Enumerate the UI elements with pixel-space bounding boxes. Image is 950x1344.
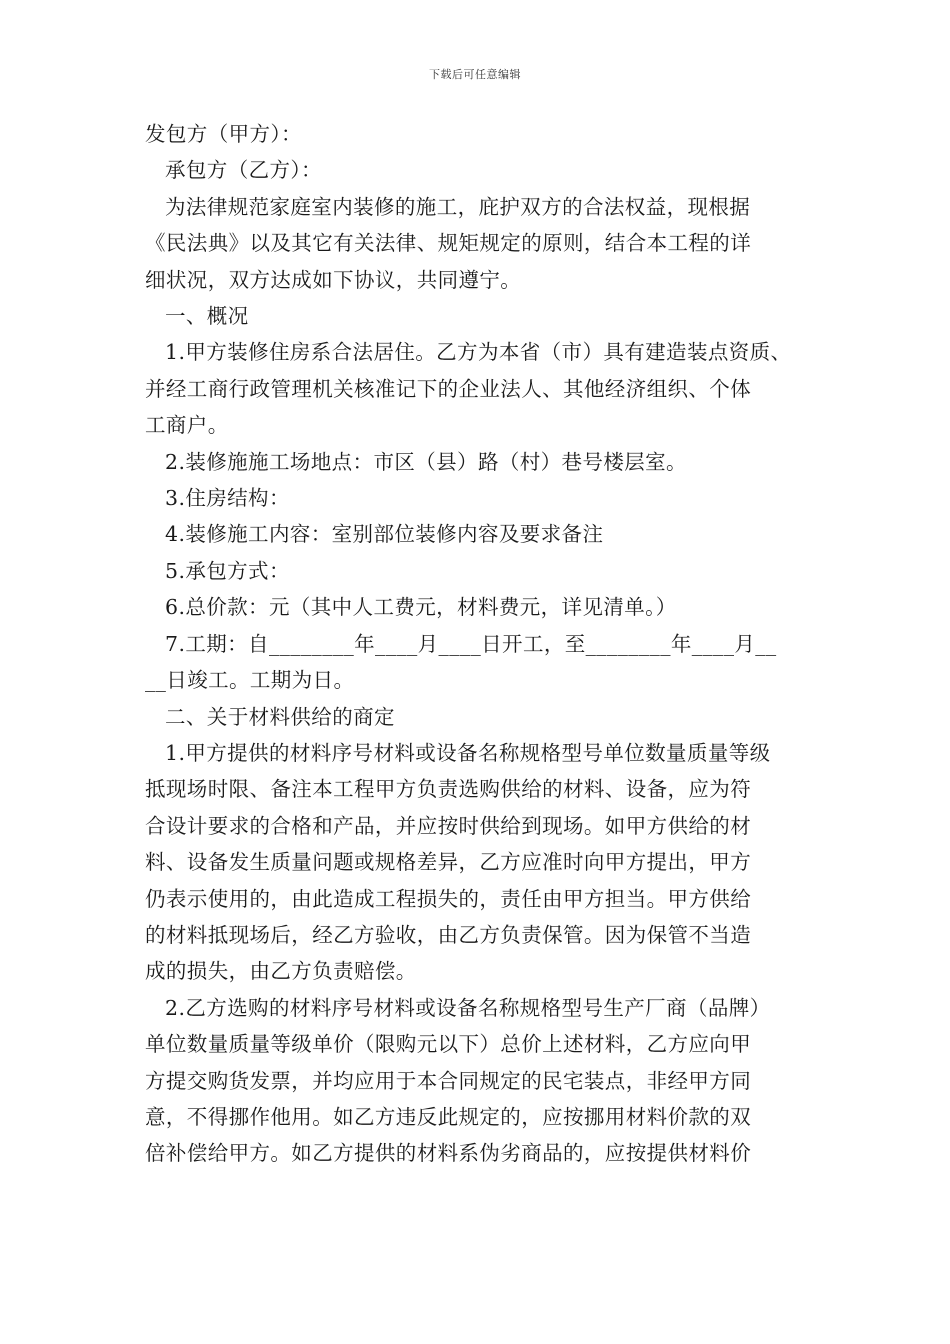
paragraph-line: 仍表示使用的，由此造成工程损失的，责任由甲方担当。甲方供给 bbox=[145, 886, 752, 911]
paragraph-line: 1.甲方提供的材料序号材料或设备名称规格型号单位数量质量等级 bbox=[165, 740, 771, 765]
paragraph-line: 2.装修施施工场地点：市区（县）路（村）巷号楼层室。 bbox=[165, 449, 687, 474]
paragraph-line: 抵现场时限、备注本工程甲方负责选购供给的材料、设备，应为符 bbox=[145, 777, 752, 802]
paragraph-line: 《民法典》以及其它有关法律、规矩规定的原则，结合本工程的详 bbox=[145, 231, 752, 256]
paragraph-line: 并经工商行政管理机关核准记下的企业法人、其他经济组织、个体 bbox=[145, 376, 752, 401]
paragraph-line: 料、设备发生质量问题或规格差异，乙方应准时向甲方提出，甲方 bbox=[145, 850, 752, 875]
document-body bbox=[145, 116, 810, 1172]
paragraph-line: 合设计要求的合格和产品，并应按时供给到现场。如甲方供给的材 bbox=[145, 813, 752, 838]
page-header-note: 下载后可任意编辑 bbox=[429, 68, 521, 81]
paragraph-line: __日竣工。工期为日。 bbox=[145, 668, 355, 693]
paragraph-line: 3.住房结构： bbox=[165, 486, 290, 511]
paragraph-line: 4.装修施工内容：室别部位装修内容及要求备注 bbox=[165, 522, 604, 547]
paragraph-line: 单位数量质量等级单价（限购元以下）总价上述材料，乙方应向甲 bbox=[145, 1032, 752, 1057]
party-b-line: 承包方（乙方）： bbox=[165, 158, 322, 183]
party-a-line: 发包方（甲方）： bbox=[145, 122, 302, 146]
paragraph-line: 工商户。 bbox=[145, 413, 229, 438]
paragraph-line: 1.甲方装修住房系合法居住。乙方为本省（市）具有建造装点资质、 bbox=[165, 340, 792, 365]
paragraph-line: 倍补偿给甲方。如乙方提供的材料系伪劣商品的，应按提供材料价 bbox=[145, 1141, 752, 1166]
paragraph-line: 2.乙方选购的材料序号材料或设备名称规格型号生产厂商（品牌） bbox=[165, 995, 771, 1020]
paragraph-line: 方提交购货发票，并均应用于本合同规定的民宅装点，非经甲方同 bbox=[145, 1068, 752, 1093]
paragraph-line: 细状况，双方达成如下协议，共同遵宁。 bbox=[145, 267, 522, 292]
paragraph-line: 的材料抵现场后，经乙方验收，由乙方负责保管。因为保管不当造 bbox=[145, 922, 752, 947]
paragraph-line: 5.承包方式： bbox=[165, 558, 290, 583]
paragraph-line: 意，不得挪作他用。如乙方违反此规定的，应按挪用材料价款的双 bbox=[145, 1104, 752, 1129]
section-heading: 一、概况 bbox=[165, 304, 249, 329]
paragraph-line: 6.总价款：元（其中人工费元，材料费元，详见清单。） bbox=[165, 595, 677, 620]
paragraph-line: 7.工期：自________年____月____日开工，至________年____月__ bbox=[165, 631, 777, 656]
paragraph-line: 为法律规范家庭室内装修的施工，庇护双方的合法权益，现根据 bbox=[165, 194, 751, 219]
paragraph-line: 成的损失，由乙方负责赔偿。 bbox=[145, 959, 417, 984]
section-heading: 二、关于材料供给的商定 bbox=[165, 704, 395, 729]
